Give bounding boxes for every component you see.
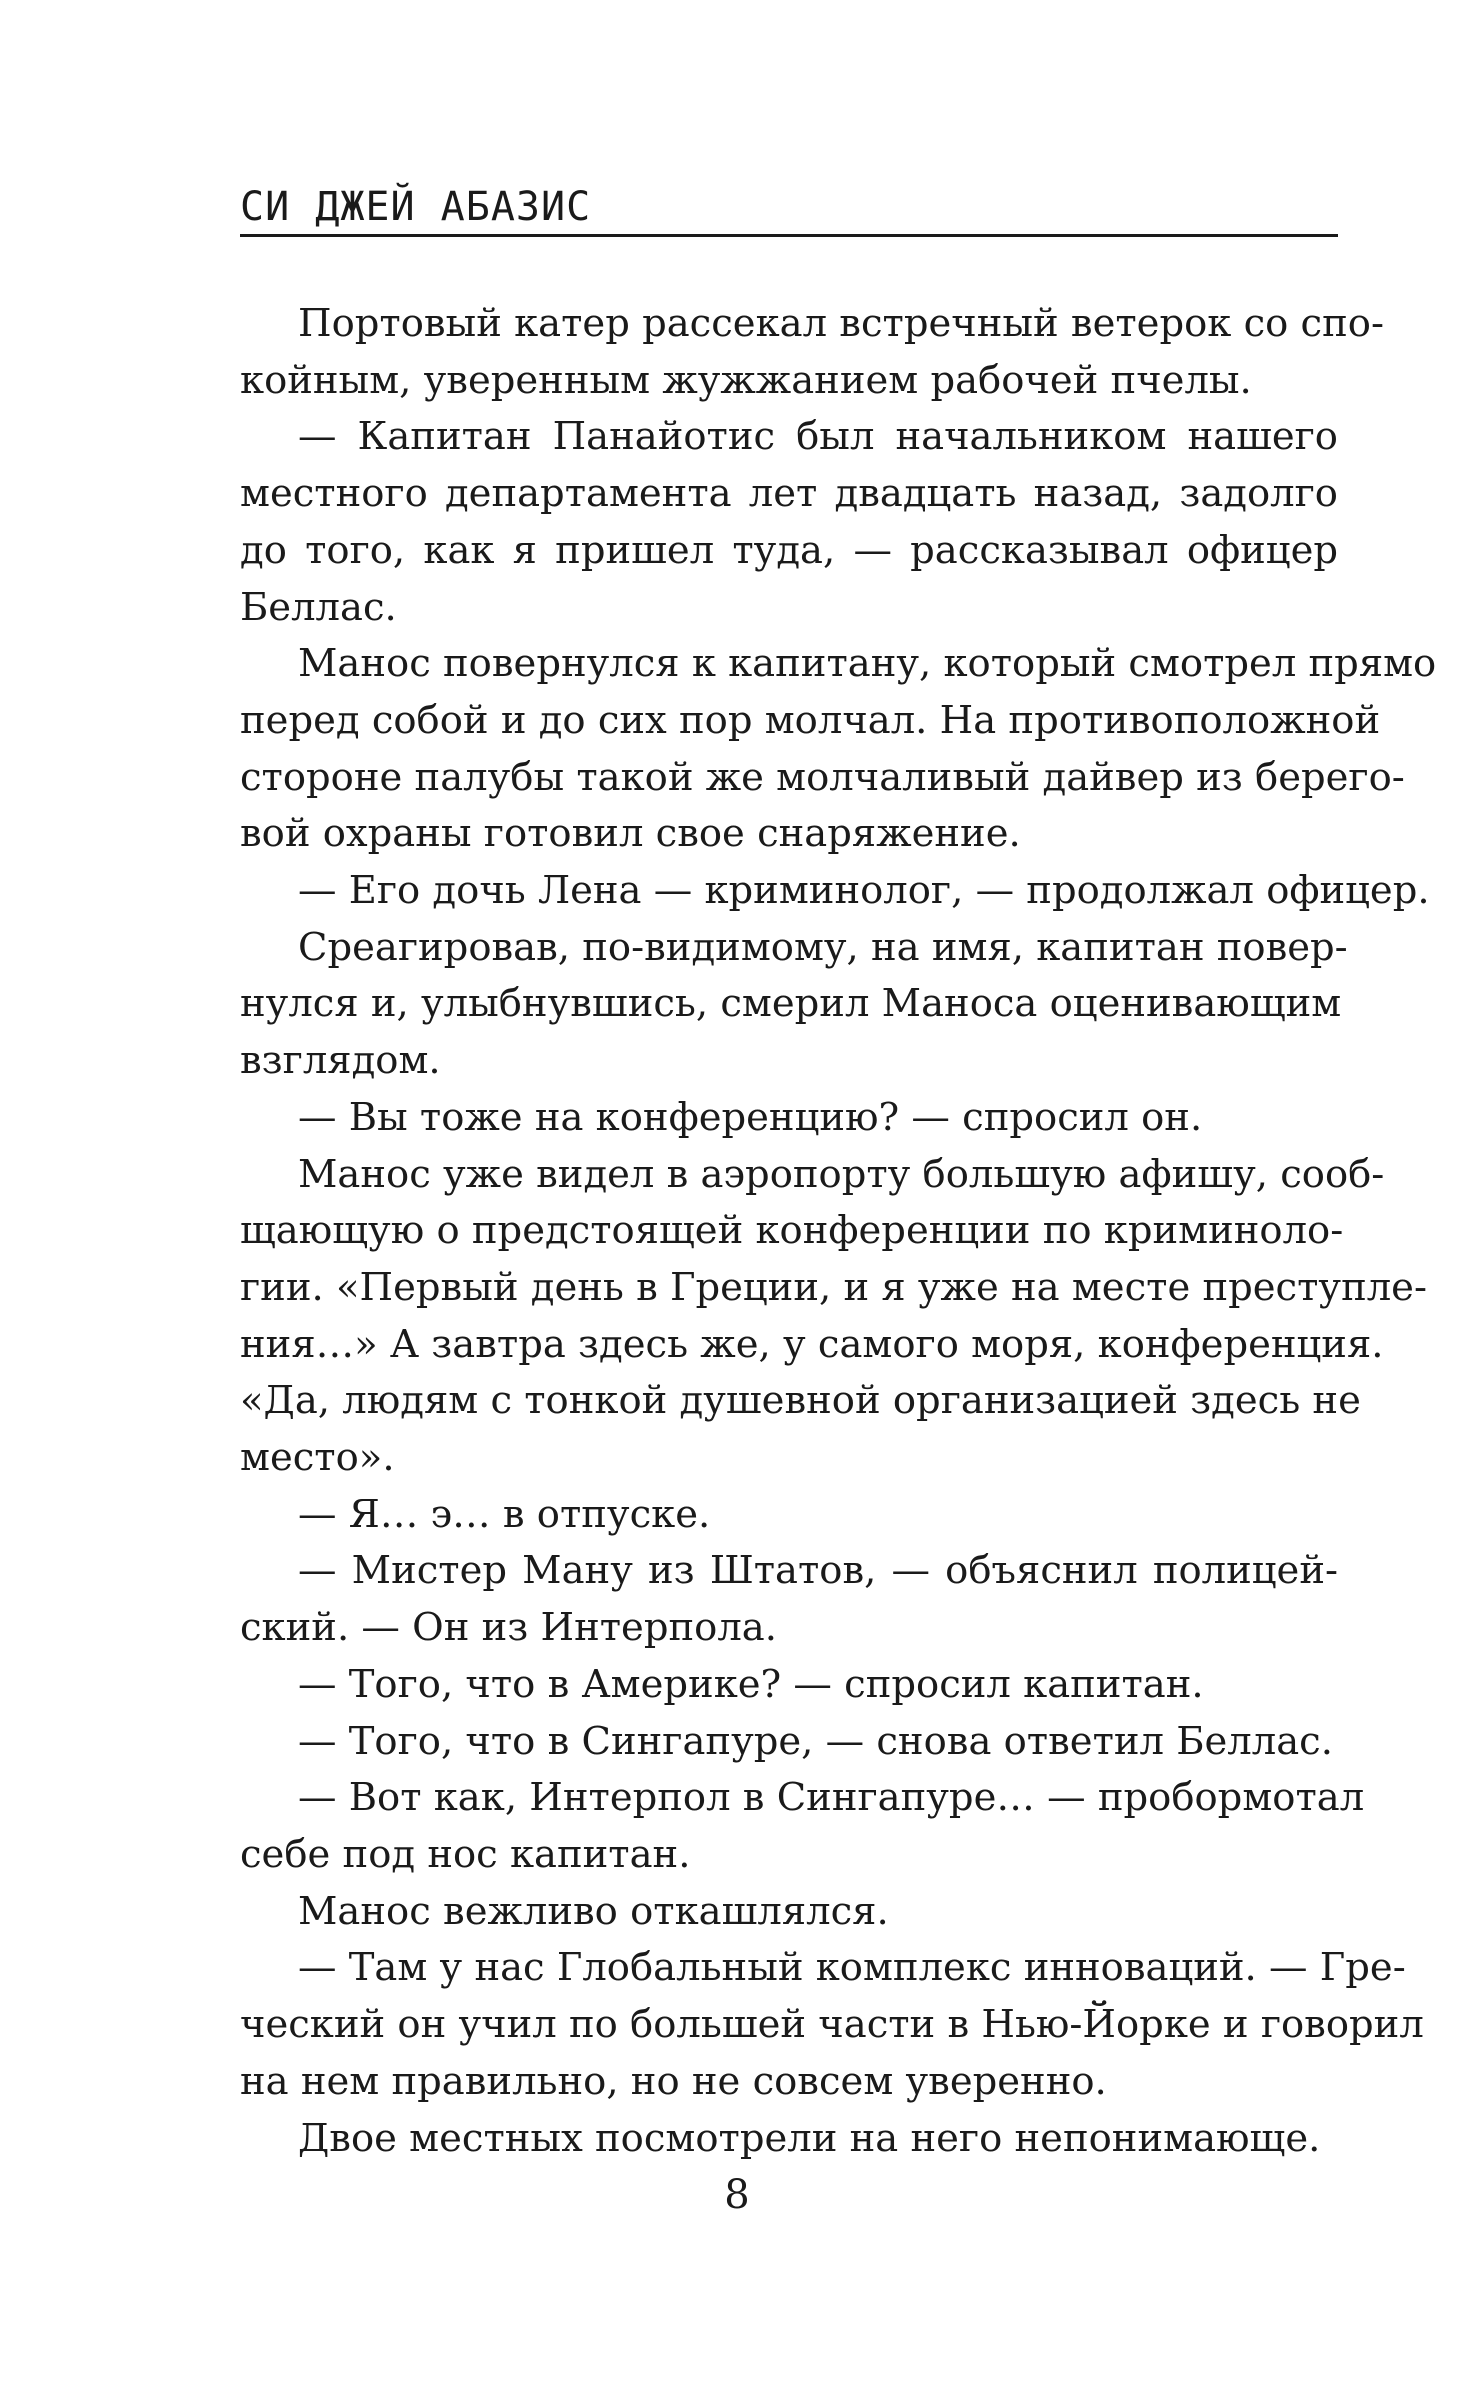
paragraph	[240, 1884, 1338, 1941]
text-line: на нем правильно, но не совсем уверенно.	[240, 2058, 1107, 2104]
paragraph	[240, 636, 1437, 863]
text-line: Манос вежливо откашлялся.	[298, 1888, 889, 1934]
paragraph	[240, 1940, 1424, 2110]
text-line: — Там у нас Глобальный комплекс инноваций. — Гре-	[298, 1945, 1406, 1991]
text-line: местного департамента лет двадцать назад, задолго	[240, 471, 1338, 517]
text-line: Портовый катер рассекал встречный ветерок со спо-	[298, 301, 1384, 346]
paragraph	[240, 1543, 1338, 1656]
page-number: 8	[724, 2172, 750, 2218]
text-line: — Капитан Панайотис был начальником нашего	[298, 414, 1338, 460]
text-line: — Вы тоже на конференцию? — спросил он.	[298, 1094, 1203, 1140]
text-line: вой охраны готовил свое снаряжение.	[240, 811, 1021, 857]
paragraph	[240, 1770, 1365, 1883]
text-line: — Его дочь Лена — криминолог, — продолжал офицер.	[298, 868, 1430, 914]
running-header	[240, 176, 1338, 237]
text-line: койным, уверенным жужжанием рабочей пчелы.	[240, 357, 1252, 403]
text-line: ский. — Он из Интерпола.	[240, 1605, 777, 1651]
text-line: стороне палубы такой же молчаливый дайвер из берего-	[240, 754, 1405, 800]
text-line: Двое местных посмотрели на него непонимающе.	[298, 2115, 1321, 2161]
text-line: взглядом.	[240, 1038, 441, 1084]
paragraph	[240, 296, 1384, 409]
text-line: Беллас.	[240, 584, 397, 630]
paragraph	[240, 920, 1348, 1090]
text-line: Манос уже видел в аэропорту большую афишу, сооб-	[298, 1151, 1385, 1197]
text-line: гии. «Первый день в Греции, и я уже на месте преступле-	[240, 1264, 1427, 1310]
text-line: нулся и, улыбнувшись, смерил Маноса оценивающим	[240, 981, 1342, 1027]
paragraph	[240, 1147, 1427, 1487]
text-line: ческий он учил по большей части в Нью-Йорке и говорил	[240, 2002, 1424, 2048]
text-line: — Вот как, Интерпол в Сингапуре… — пробормотал	[298, 1775, 1365, 1821]
text-line: — Того, что в Сингапуре, — снова ответил Беллас.	[298, 1718, 1333, 1764]
text-line: «Да, людям с тонкой душевной организацией здесь не	[240, 1378, 1361, 1424]
paragraph	[240, 1090, 1338, 1147]
text-line: перед собой и до сих пор молчал. На противоположной	[240, 697, 1381, 743]
text-line: Манос повернулся к капитану, который смотрел прямо	[298, 641, 1437, 687]
text-line: себе под нос капитан.	[240, 1831, 691, 1877]
text-line: — Я… э… в отпуске.	[298, 1491, 711, 1537]
body-text	[240, 296, 1437, 2167]
text-line: Среагировав, по-видимому, на имя, капитан повер-	[298, 924, 1348, 970]
text-line: до того, как я пришел туда, — рассказывал офицер	[240, 527, 1338, 573]
text-line: — Мистер Ману из Штатов, — объяснил полицей-	[298, 1548, 1338, 1594]
paragraph	[240, 1487, 1338, 1544]
running-title: СИ ДЖЕЙ АБАЗИС	[240, 184, 592, 230]
paragraph	[240, 2111, 1338, 2168]
text-line: ния…» А завтра здесь же, у самого моря, конференция.	[240, 1321, 1384, 1367]
text-line: — Того, что в Америке? — спросил капитан.	[298, 1661, 1204, 1707]
paragraph	[240, 409, 1338, 636]
text-line: место».	[240, 1435, 395, 1481]
paragraph	[240, 1714, 1338, 1771]
text-line: щающую о предстоящей конференции по криминоло-	[240, 1208, 1344, 1254]
paragraph	[240, 1657, 1338, 1714]
paragraph	[240, 863, 1430, 920]
